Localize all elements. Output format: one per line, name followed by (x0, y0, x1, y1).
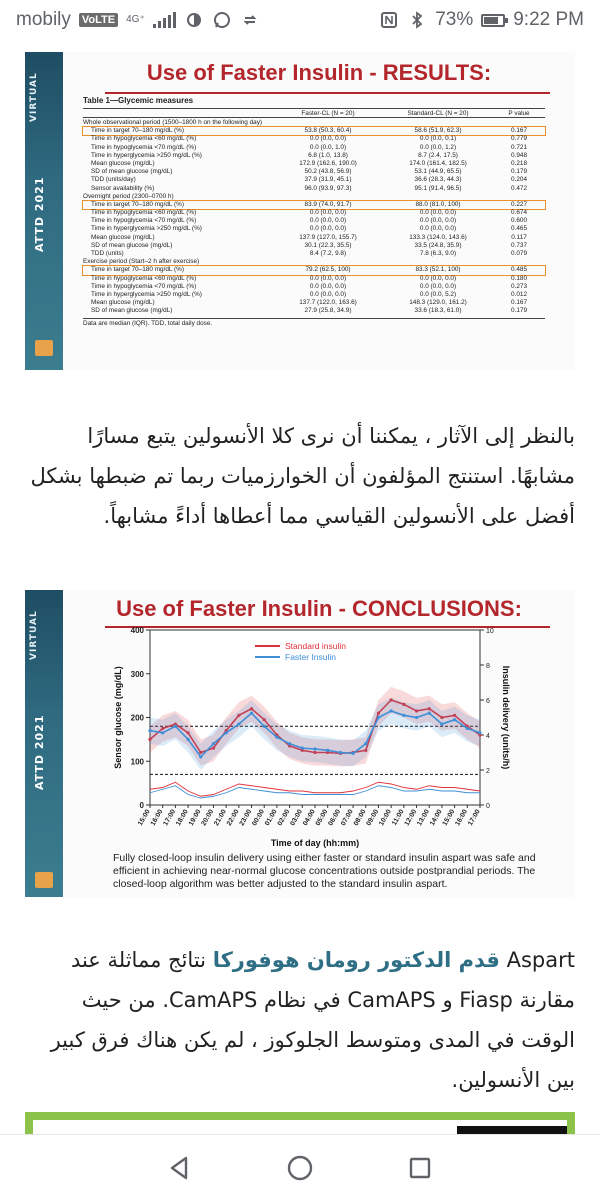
table-section-title: Overnight period (2300–0700 h) (83, 192, 174, 200)
table-cell: 33.6 (18.3, 61.0) (414, 307, 462, 315)
table-row (83, 225, 545, 233)
results-title: Use of Faster Insulin - RESULTS: (146, 60, 492, 85)
table-cell: Mean glucose (mg/dL) (91, 299, 155, 307)
article-paragraph: بالنظر إلى الآثار ، يمكننا أن نرى كلا الأنسولين يتبع مسارًا مشابهًا. استنتج المؤلفون أن الخوارزميات ربما تم ضبطها بشكل أفضل على الأنسولين القياسي مما أعطاها أداءً مشابهاً. (30, 424, 575, 528)
home-icon[interactable] (280, 1148, 320, 1188)
table-cell: 53.8 (50.3, 60.4) (304, 127, 352, 135)
table-cell: 79.2 (62.5, 100) (305, 266, 351, 274)
y2-tick-label: 2 (486, 768, 490, 775)
table-cell: 133.3 (124.0, 143.6) (409, 233, 467, 241)
data-point (288, 742, 291, 745)
table-cell: 137.7 (122.0, 163.6) (299, 299, 357, 307)
data-point (199, 755, 202, 758)
table-cell: 0.0 (0.0, 0.0) (309, 290, 347, 298)
conclusions-slide[interactable] (25, 590, 575, 897)
x-tick-label: 12:00 (403, 808, 419, 828)
table-row (83, 283, 545, 291)
table-cell: 8.7 (2.4, 17.5) (418, 151, 458, 159)
data-point (161, 731, 164, 734)
conference-label: ATTD 2021 (33, 176, 46, 252)
table-cell: 0.600 (511, 217, 527, 225)
x-tick-label: 09:00 (365, 808, 381, 828)
table-cell: 0.0 (0.0, 1.2) (419, 143, 457, 151)
header-cell: Standard-CL (N = 20) (407, 110, 469, 117)
y2-axis-title: Insulin delivery (units/h) (501, 665, 511, 770)
table-cell: 0.948 (511, 151, 527, 159)
table-row (83, 176, 545, 184)
x-tick-label: 00:00 (251, 808, 266, 828)
x-tick-label: 15:00 (441, 808, 457, 828)
table-cell: 53.1 (44.9, 65.5) (414, 168, 462, 176)
data-point (390, 709, 393, 712)
table-cell: 83.3 (52.1, 100) (415, 266, 461, 274)
table-row (83, 217, 545, 225)
data-point (186, 738, 189, 741)
data-point (466, 727, 469, 730)
table-row (83, 152, 545, 160)
x-tick-label: 15:00 (136, 808, 152, 828)
table-cell: 148.3 (129.0, 161.2) (409, 299, 467, 307)
table-cell: 0.0 (0.0, 5.2) (419, 290, 457, 298)
x-tick-label: 05:00 (314, 808, 330, 828)
table-cell: Time in hypoglycemia <70 mg/dL (%) (91, 282, 197, 290)
y-tick-label: 100 (130, 757, 144, 767)
table-cell: Time in hypoglycemia <60 mg/dL (%) (91, 135, 197, 143)
data-point (339, 751, 342, 754)
y2-tick-label: 6 (486, 698, 490, 705)
network-type: 4G⁺ (126, 14, 145, 25)
table-cell: 0.0 (0.0, 0.1) (419, 135, 457, 143)
data-point (478, 731, 481, 734)
table-cell: 96.0 (93.9, 97.3) (304, 184, 352, 192)
data-point (263, 725, 266, 728)
table-cell: 0.117 (511, 233, 527, 241)
table-section-title: Exercise period (Start–2 h after exercise) (83, 258, 200, 266)
table-row (83, 127, 545, 135)
header-cell: Faster-CL (N = 20) (301, 110, 355, 117)
table-cell: 33.5 (24.8, 35.9) (414, 241, 462, 249)
table-cell: Time in hyperglycemia >250 mg/dL (%) (91, 290, 202, 298)
data-point (148, 729, 151, 732)
author-link[interactable]: قدم الدكتور رومان هوفوركا (212, 948, 500, 972)
data-point (415, 716, 418, 719)
table-cell: Time in hyperglycemia >250 mg/dL (%) (91, 151, 202, 159)
table-cell: 0.0 (0.0, 0.0) (419, 282, 457, 290)
table-row (83, 242, 545, 250)
table-cell: 0.737 (511, 241, 527, 249)
table-cell: 50.2 (43.8, 56.9) (304, 168, 352, 176)
table-cell: 0.0 (0.0, 0.0) (419, 217, 457, 225)
table-cell: Time in target 70–180 mg/dL (%) (91, 127, 184, 135)
table-row (83, 291, 545, 299)
table-row (83, 250, 545, 258)
volte-badge: VoLTE (79, 13, 118, 27)
table-cell: 0.0 (0.0, 0.0) (419, 209, 457, 217)
status-bar (0, 0, 600, 40)
data-point (301, 747, 304, 750)
table-cell: 0.674 (511, 209, 527, 217)
whatsapp-icon (212, 10, 232, 30)
data-point (275, 736, 278, 739)
x-tick-label: 14:00 (428, 808, 444, 828)
table-cell: 137.9 (127.0, 155.7) (299, 233, 357, 241)
x-tick-label: 08:00 (352, 808, 368, 828)
y-tick-label: 200 (130, 713, 144, 723)
data-point (377, 716, 380, 719)
data-point (428, 712, 431, 715)
table-body (83, 119, 545, 316)
x-tick-label: 02:00 (276, 808, 292, 828)
data-point (453, 718, 456, 721)
table-cell: 0.779 (511, 135, 527, 143)
table-cell: 0.227 (511, 200, 527, 208)
legend-label: Standard insulin (285, 641, 346, 651)
table-cell: 0.218 (511, 159, 527, 167)
table-cell: 6.8 (1.0, 13.8) (308, 151, 348, 159)
table-cell: TDD (units) (91, 250, 124, 257)
table-footnote: Data are median (IQR). TDD, total daily dose. (83, 318, 545, 327)
x-tick-label: 16:00 (454, 808, 470, 828)
table-cell: 172.9 (162.6, 190.0) (299, 159, 357, 167)
results-slide[interactable] (25, 52, 575, 370)
table-row (83, 135, 545, 143)
data-point (326, 749, 329, 752)
table-cell: TDD (units/day) (91, 176, 136, 184)
table-cell: 0.0 (0.0, 0.0) (309, 217, 347, 225)
table-cell: 0.472 (511, 184, 527, 192)
x-tick-label: 21:00 (213, 808, 228, 828)
x-tick-label: 01:00 (263, 808, 279, 828)
table-cell: SD of mean glucose (mg/dL) (91, 241, 173, 249)
y2-tick-label: 0 (486, 803, 490, 810)
glycemic-table (83, 96, 545, 327)
legend-label: Faster Insulin (285, 652, 337, 662)
table-cell: Time in target 70–180 mg/dL (%) (91, 200, 184, 208)
data-point (237, 722, 240, 725)
navigation-bar (0, 1134, 600, 1200)
x-tick-label: 06:00 (327, 808, 343, 828)
table-cell: 37.9 (31.9, 45.1) (304, 176, 352, 184)
table-cell: 0.0 (0.0, 0.0) (309, 225, 347, 233)
dnd-icon (184, 10, 204, 30)
table-row (83, 160, 545, 168)
x-tick-label: 13:00 (416, 808, 431, 828)
recents-icon[interactable] (400, 1148, 440, 1188)
table-cell: SD of mean glucose (mg/dL) (91, 168, 173, 176)
y-tick-label: 0 (139, 801, 144, 810)
table-cell: Time in hypoglycemia <70 mg/dL (%) (91, 143, 197, 151)
data-point (351, 752, 354, 755)
table-cell: Time in target 70–180 mg/dL (%) (91, 266, 184, 274)
table-row (83, 234, 545, 242)
table-row (83, 144, 545, 152)
virtual-label: VIRTUAL (29, 610, 39, 660)
bluetooth-icon (407, 10, 427, 30)
x-tick-label: 18:00 (175, 808, 190, 828)
table-cell: 0.465 (511, 225, 527, 233)
x-tick-label: 04:00 (301, 808, 317, 828)
table-cell: 0.0 (0.0, 0.0) (419, 225, 457, 233)
table-cell: 0.179 (511, 307, 527, 315)
table-cell: 0.012 (511, 290, 527, 298)
y-axis-title: Sensor glucose (mg/dL) (113, 666, 123, 769)
data-point (364, 742, 367, 745)
sync-icon (240, 10, 260, 30)
table-row (83, 299, 545, 307)
table-cell: 0.273 (511, 282, 527, 290)
table-cell: SD of mean glucose (mg/dL) (91, 307, 173, 315)
x-tick-label: 20:00 (200, 808, 216, 828)
battery-icon (481, 14, 505, 27)
article-paragraph-2 (25, 940, 575, 1100)
table-cell: 0.485 (511, 266, 527, 274)
table-cell: 7.8 (6.3, 9.0) (419, 250, 457, 257)
table-cell: Time in hypoglycemia <60 mg/dL (%) (91, 274, 197, 282)
table-cell: 0.167 (511, 127, 527, 135)
table-cell: 83.9 (74.0, 91.7) (304, 200, 352, 208)
table-caption: Table 1—Glycemic measures (83, 96, 194, 105)
table-cell: 95.1 (91.4, 96.5) (414, 184, 462, 192)
x-tick-label: 16:00 (149, 808, 165, 828)
y-tick-label: 400 (130, 626, 144, 635)
table-cell: 0.0 (0.0, 1.0) (309, 143, 347, 151)
clock: 9:22 PM (513, 9, 584, 30)
table-row (83, 209, 545, 217)
x-tick-label: 03:00 (289, 808, 305, 828)
x-tick-label: 19:00 (187, 808, 203, 828)
table-cell: 58.6 (51.9, 62.3) (414, 127, 462, 135)
table-cell: 0.0 (0.0, 0.0) (309, 209, 347, 217)
table-row (83, 307, 545, 315)
table-cell: 0.0 (0.0, 0.0) (309, 274, 347, 282)
conclusion-text: Fully closed-loop insulin delivery using either faster or standard insulin aspart was safe and efficient in achieving near-normal glucose concentrations outside postprandial periods. The closed-loop algorithm was better adjusted to the standard insulin aspart. (113, 852, 536, 890)
table-cell: Time in hypoglycemia <60 mg/dL (%) (91, 209, 197, 217)
slide-sidebar (25, 52, 63, 370)
table-cell: 88.0 (81.0, 100) (415, 200, 461, 208)
table-row (83, 275, 545, 283)
table-cell: 0.0 (0.0, 0.0) (309, 135, 347, 143)
data-point (250, 712, 253, 715)
y-tick-label: 300 (130, 669, 144, 679)
table-cell: 8.4 (7.2, 9.8) (309, 250, 347, 257)
table-row (83, 201, 545, 209)
glucose-chart (25, 590, 575, 852)
university-logo (35, 340, 53, 356)
data-point (440, 722, 443, 725)
x-tick-label: 17:00 (162, 808, 178, 828)
data-point (313, 747, 316, 750)
table-cell: 0.204 (511, 176, 527, 184)
table-row (83, 266, 545, 274)
table-cell: 174.0 (161.4, 182.5) (409, 159, 467, 167)
table-cell: Sensor availability (%) (91, 184, 155, 192)
table-row (83, 185, 545, 193)
status-left (16, 9, 260, 31)
y2-tick-label: 10 (486, 628, 494, 635)
carrier-name: mobily (16, 9, 71, 30)
data-point (212, 742, 215, 745)
x-axis-title: Time of day (hh:mm) (270, 838, 360, 848)
table-cell: Mean glucose (mg/dL) (91, 159, 155, 167)
data-point (174, 725, 177, 728)
table-cell: 36.6 (28.3, 44.3) (414, 176, 462, 184)
paragraph-lead: Aspart (499, 948, 575, 972)
table-cell: 0.180 (511, 274, 527, 282)
table-cell: 0.167 (511, 299, 527, 307)
data-point (402, 714, 405, 717)
conference-label: ATTD 2021 (33, 714, 46, 790)
table-cell: 0.721 (511, 143, 527, 151)
table-cell: 0.179 (511, 168, 527, 176)
table-cell: 0.079 (511, 250, 527, 257)
battery-percent: 73% (435, 9, 474, 30)
back-icon[interactable] (160, 1148, 200, 1188)
data-point (225, 731, 228, 734)
table-cell: 27.9 (25.8, 34.9) (304, 307, 352, 315)
table-cell: Time in hypoglycemia <70 mg/dL (%) (91, 217, 197, 225)
nfc-icon (379, 10, 399, 30)
table-cell: 0.0 (0.0, 0.0) (309, 282, 347, 290)
x-tick-label: 17:00 (466, 808, 482, 828)
header-cell (83, 109, 273, 117)
x-tick-label: 10:00 (378, 808, 393, 828)
table-cell: Mean glucose (mg/dL) (91, 233, 155, 241)
table-cell: 0.0 (0.0, 0.0) (419, 274, 457, 282)
x-tick-label: 22:00 (225, 808, 241, 828)
table-cell: 30.1 (22.3, 35.5) (304, 241, 352, 249)
x-tick-label: 11:00 (391, 808, 406, 827)
status-right (379, 9, 584, 31)
table-cell: Time in hyperglycemia >250 mg/dL (%) (91, 225, 202, 233)
signal-icon (153, 12, 176, 28)
x-tick-label: 07:00 (340, 808, 355, 828)
table-section-title: Whole observational period (1500–1800 h on the following day) (83, 119, 263, 126)
title-divider (105, 92, 550, 94)
x-tick-label: 23:00 (238, 808, 254, 828)
y2-tick-label: 4 (486, 733, 490, 740)
table-header (83, 108, 545, 118)
virtual-label: VIRTUAL (29, 72, 39, 122)
university-logo (35, 872, 53, 888)
conclusions-title: Use of Faster Insulin - CONCLUSIONS: (116, 596, 522, 621)
paragraph-rest: نتائج مماثلة عند مقارنة Fiasp و CamAPS في نظام CamAPS. من حيث الوقت في المدى ومتوسط الجلوكوز ، لم يكن هناك فرق كبير بين الأنسولين. (50, 948, 575, 1092)
y2-tick-label: 8 (486, 663, 490, 670)
header-cell: P value (508, 110, 530, 117)
table-row (83, 168, 545, 176)
